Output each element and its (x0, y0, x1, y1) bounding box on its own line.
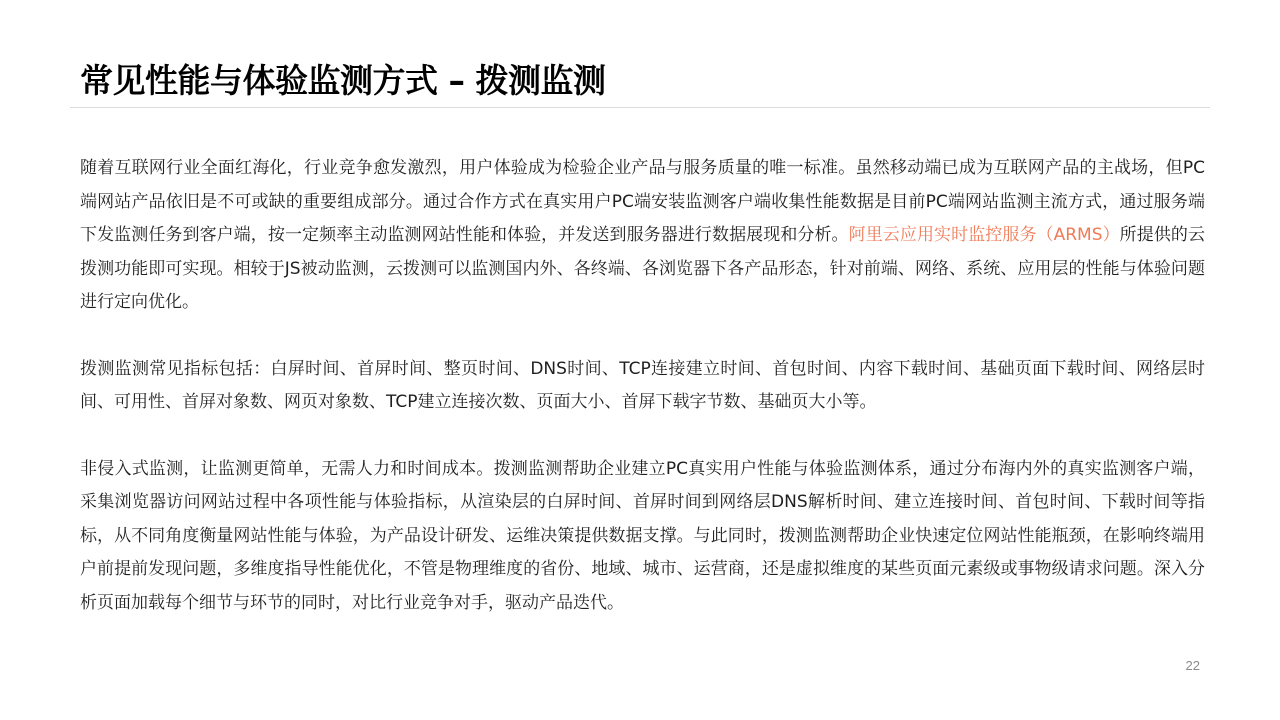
paragraph-intro-text-start: 随着互联网行业全面红海化，行业竞争愈发激烈，用户体验成为检验企业产品与服务质量的唯一标准。虽然移动端已成为互联网产品的主战场，但PC端网站产品依旧是不可或缺的重要组成部分。通过合作方式在真实用户PC端安装监测客户端收集性能数据是目前PC端网站监测主流方式，通过服务端下发监测任务到客户端，按一定频率主动监测网站性能和体验，并发送到服务器进行数据展现和分析。 (80, 158, 1205, 245)
paragraph-metrics: 拨测监测常见指标包括：白屏时间、首屏时间、整页时间、DNS时间、TCP连接建立时间、首包时间、内容下载时间、基础页面下载时间、网络层时间、可用性、首屏对象数、网页对象数、TCP建立连接次数、页面大小、首屏下载字节数、基础页大小等。 (80, 358, 1205, 412)
slide-body (80, 152, 1205, 620)
page-number: 22 (1185, 658, 1200, 673)
paragraph-benefits: 非侵入式监测，让监测更简单，无需人力和时间成本。拨测监测帮助企业建立PC真实用户性能与体验监测体系，通过分布海内外的真实监测客户端，采集浏览器访问网站过程中各项性能与体验指标，从渲染层的白屏时间、首屏时间到网络层DNS解析时间、建立连接时间、首包时间、下载时间等指标，从不同角度衡量网站性能与体验，为产品设计研发、运维决策提供数据支撑。与此同时，拨测监测帮助企业快速定位网站性能瓶颈，在影响终端用户前提前发现问题，多维度指导性能优化，不管是物理维度的省份、地域、城市、运营商，还是虚拟维度的某些页面元素级或事物级请求问题。深入分析页面加载每个细节与环节的同时，对比行业竞争对手，驱动产品迭代。 (80, 458, 1205, 613)
arms-highlight-text: 阿里云应用实时监控服务（ARMS） (848, 225, 1120, 245)
paragraph-intro (80, 152, 1205, 320)
title-divider (70, 107, 1210, 108)
slide-title: 常见性能与体验监测方式 – 拨测监测 (80, 61, 606, 100)
paragraph-intro-text-end: 所提供的云拨测功能即可实现。相较于JS被动监测，云拨测可以监测国内外、各终端、各浏览器下各产品形态，针对前端、网络、系统、应用层的性能与体验问题进行定向优化。 (80, 225, 1205, 312)
